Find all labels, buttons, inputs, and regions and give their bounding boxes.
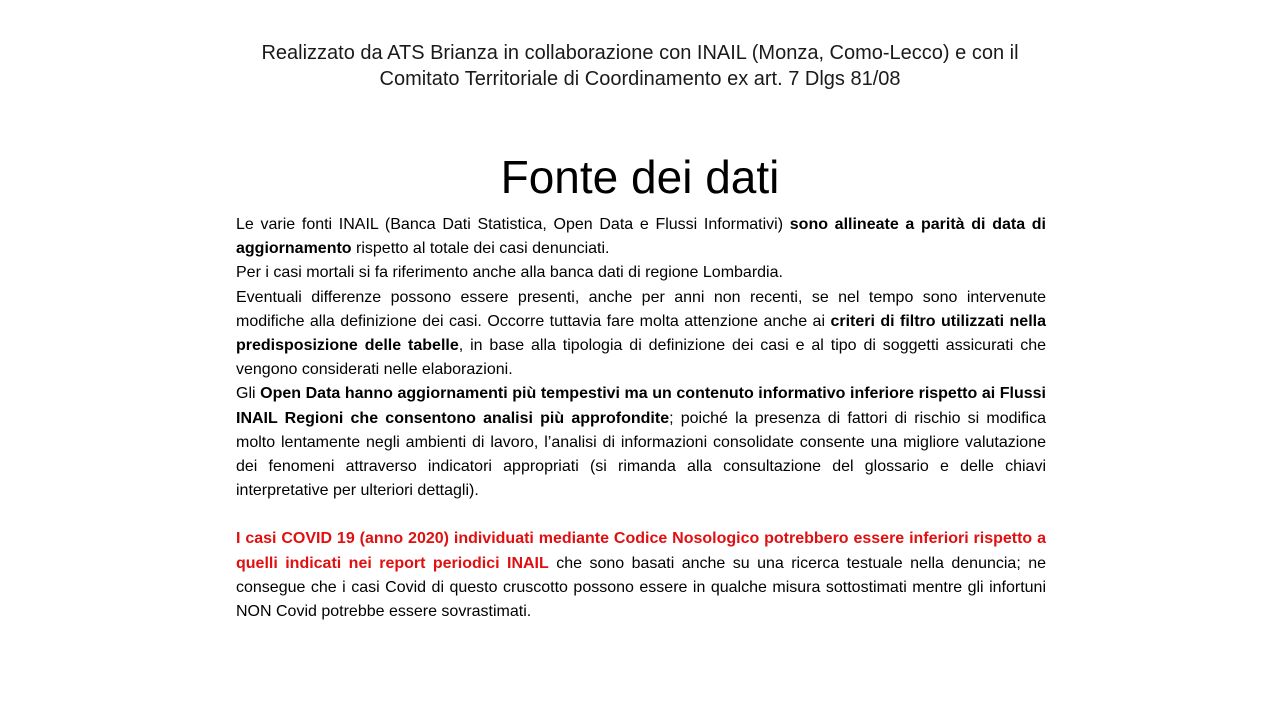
text-run: , in base alla tipologia di definizione dei casi e al tipo di soggetti assicurati che vengono considerati nelle elaborazioni. [236, 337, 1046, 379]
text-run: che sono basati anche su una ricerca testuale nella denuncia; ne consegue che i casi Covid di questo cruscotto possono essere in qualche misura sottostimati mentre gli infortuni NON Covid potrebbe essere sovrastimati. [236, 554, 1047, 621]
text-run: rispetto al totale dei casi denunciati. [351, 240, 610, 258]
bold-run: Open Data hanno aggiornamenti più tempestivi ma un contenuto informativo inferiore rispetto ai Flussi INAIL Regioni che consentono analisi più approfondite [236, 385, 1047, 427]
slide-body [236, 213, 1046, 624]
text-run: ; poiché la presenza di fattori di rischio si modifica molto lentamente negli ambienti di lavoro, l’analisi di informazioni consolidate consente una migliore valutazione dei fenomeni attraverso indicatori appropriati (si rimanda alla consultazione del glossario e delle chiavi interpretative per ulteriori dettagli). [236, 409, 1046, 500]
paragraph-fatal-cases: Per i casi mortali si fa riferimento anche alla banca dati di regione Lombardia. [236, 264, 783, 282]
red-bold-run: I casi COVID 19 (anno 2020) individuati mediante Codice Nosologico potrebbero essere inferiori rispetto a quelli indicati nei report periodici INAIL [236, 530, 1046, 572]
paragraph-differences [236, 286, 1046, 383]
slide-header [200, 40, 1080, 92]
text-run: Le varie fonti INAIL (Banca Dati Statistica, Open Data e Flussi Informativi) [236, 216, 790, 233]
paragraph-covid [236, 527, 1046, 624]
paragraph-gap [236, 503, 1046, 527]
header-line-1: Realizzato da ATS Brianza in collaborazione con INAIL (Monza, Como-Lecco) e con il [261, 42, 1019, 64]
paragraph-sources [236, 213, 1046, 261]
bold-run: sono allineate a parità di data di aggiornamento [236, 216, 1047, 258]
paragraph-open-data [236, 382, 1046, 503]
slide-title: Fonte dei dati [500, 151, 780, 203]
bold-run: criteri di filtro utilizzati nella predisposizione delle tabelle [236, 312, 1046, 355]
text-run: Gli [236, 385, 261, 403]
header-line-2: Comitato Territoriale di Coordinamento ex art. 7 Dlgs 81/08 [379, 68, 901, 90]
text-run: Eventuali differenze possono essere presenti, anche per anni non recenti, se nel tempo sono intervenute modifiche alla definizione dei casi. Occorre tuttavia fare molta attenzione anche ai [236, 288, 1046, 330]
